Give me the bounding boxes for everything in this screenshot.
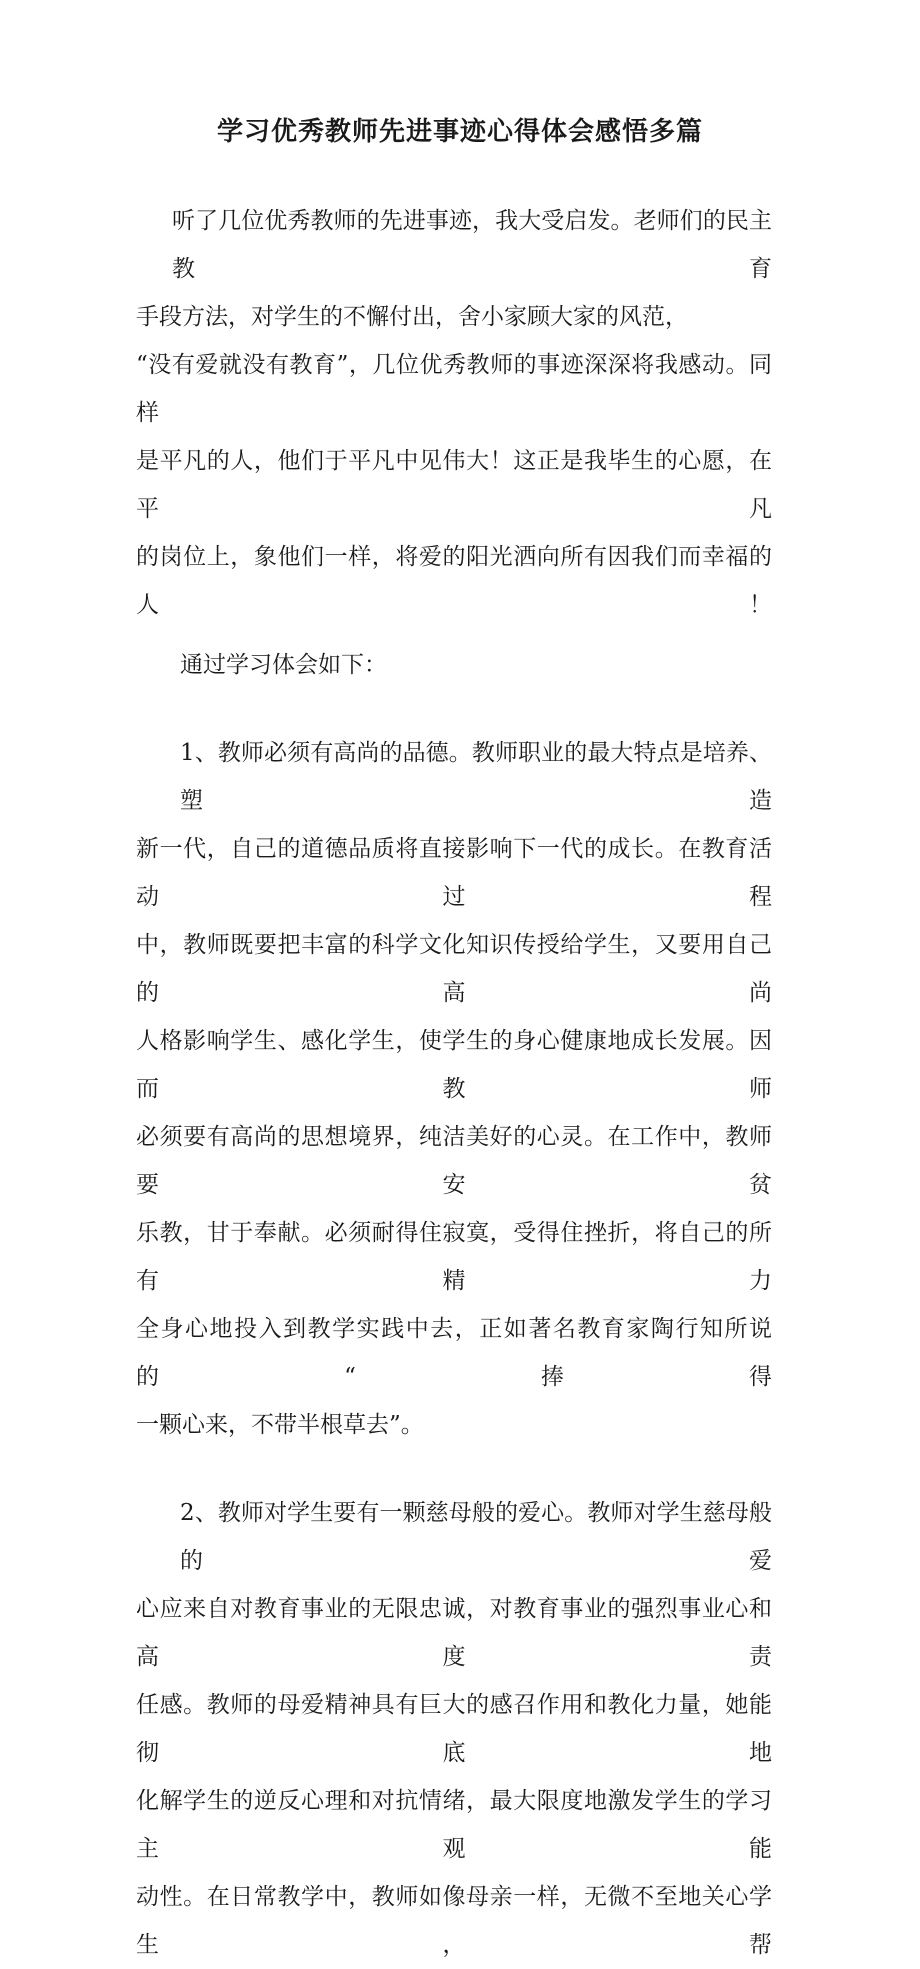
text-line: 听了几位优秀教师的先进事迹，我大受启发。老师们的民主教育 <box>172 208 772 282</box>
text-line: 2、教师对学生要有一颗慈母般的爱心。教师对学生慈母般的爱 <box>180 1500 772 1574</box>
text-line: 中，教师既要把丰富的科学文化知识传授给学生，又要用自己的高尚 <box>136 932 772 1006</box>
paragraph-4 <box>136 1489 772 1969</box>
text-line: 人格影响学生、感化学生，使学生的身心健康地成长发展。因而教师 <box>136 1028 772 1102</box>
text-line: 新一代，自己的道德品质将直接影响下一代的成长。在教育活动过程 <box>136 836 772 910</box>
text-line: 的岗位上，象他们一样，将爱的阳光洒向所有因我们而幸福的人！ <box>136 544 772 618</box>
text-line: 1、教师必须有高尚的品德。教师职业的最大特点是培养、塑造 <box>180 740 772 814</box>
text-line: 全身心地投入到教学实践中去，正如著名教育家陶行知所说的“捧得 <box>136 1316 772 1390</box>
text-line: 通过学习体会如下： <box>180 652 387 678</box>
paragraph-3 <box>136 729 772 1449</box>
text-line: 心应来自对教育事业的无限忠诚，对教育事业的强烈事业心和高度责 <box>136 1596 772 1670</box>
text-line: 手段方法，对学生的不懈付出，舍小家顾大家的风范， <box>136 304 688 330</box>
paragraph-1 <box>136 197 772 629</box>
text-line: 必须要有高尚的思想境界，纯洁美好的心灵。在工作中，教师要安贫 <box>136 1124 772 1198</box>
paragraph-2 <box>136 641 772 689</box>
text-line: 乐教，甘于奉献。必须耐得住寂寞，受得住挫折，将自己的所有精力 <box>136 1220 772 1294</box>
document-title: 学习优秀教师先进事迹心得体会感悟多篇 <box>216 117 703 147</box>
text-line: 化解学生的逆反心理和对抗情绪，最大限度地激发学生的学习主观能 <box>136 1788 772 1862</box>
text-line: “没有爱就没有教育”，几位优秀教师的事迹深深将我感动。同样 <box>136 352 772 426</box>
text-line: 动性。在日常教学中，教师如像母亲一样，无微不至地关心学生，帮 <box>136 1884 772 1958</box>
text-line: 一颗心来，不带半根草去”。 <box>136 1412 424 1438</box>
text-line: 任感。教师的母爱精神具有巨大的感召作用和教化力量，她能彻底地 <box>136 1692 772 1766</box>
text-line: 是平凡的人，他们于平凡中见伟大！这正是我毕生的心愿，在平凡 <box>136 448 772 522</box>
